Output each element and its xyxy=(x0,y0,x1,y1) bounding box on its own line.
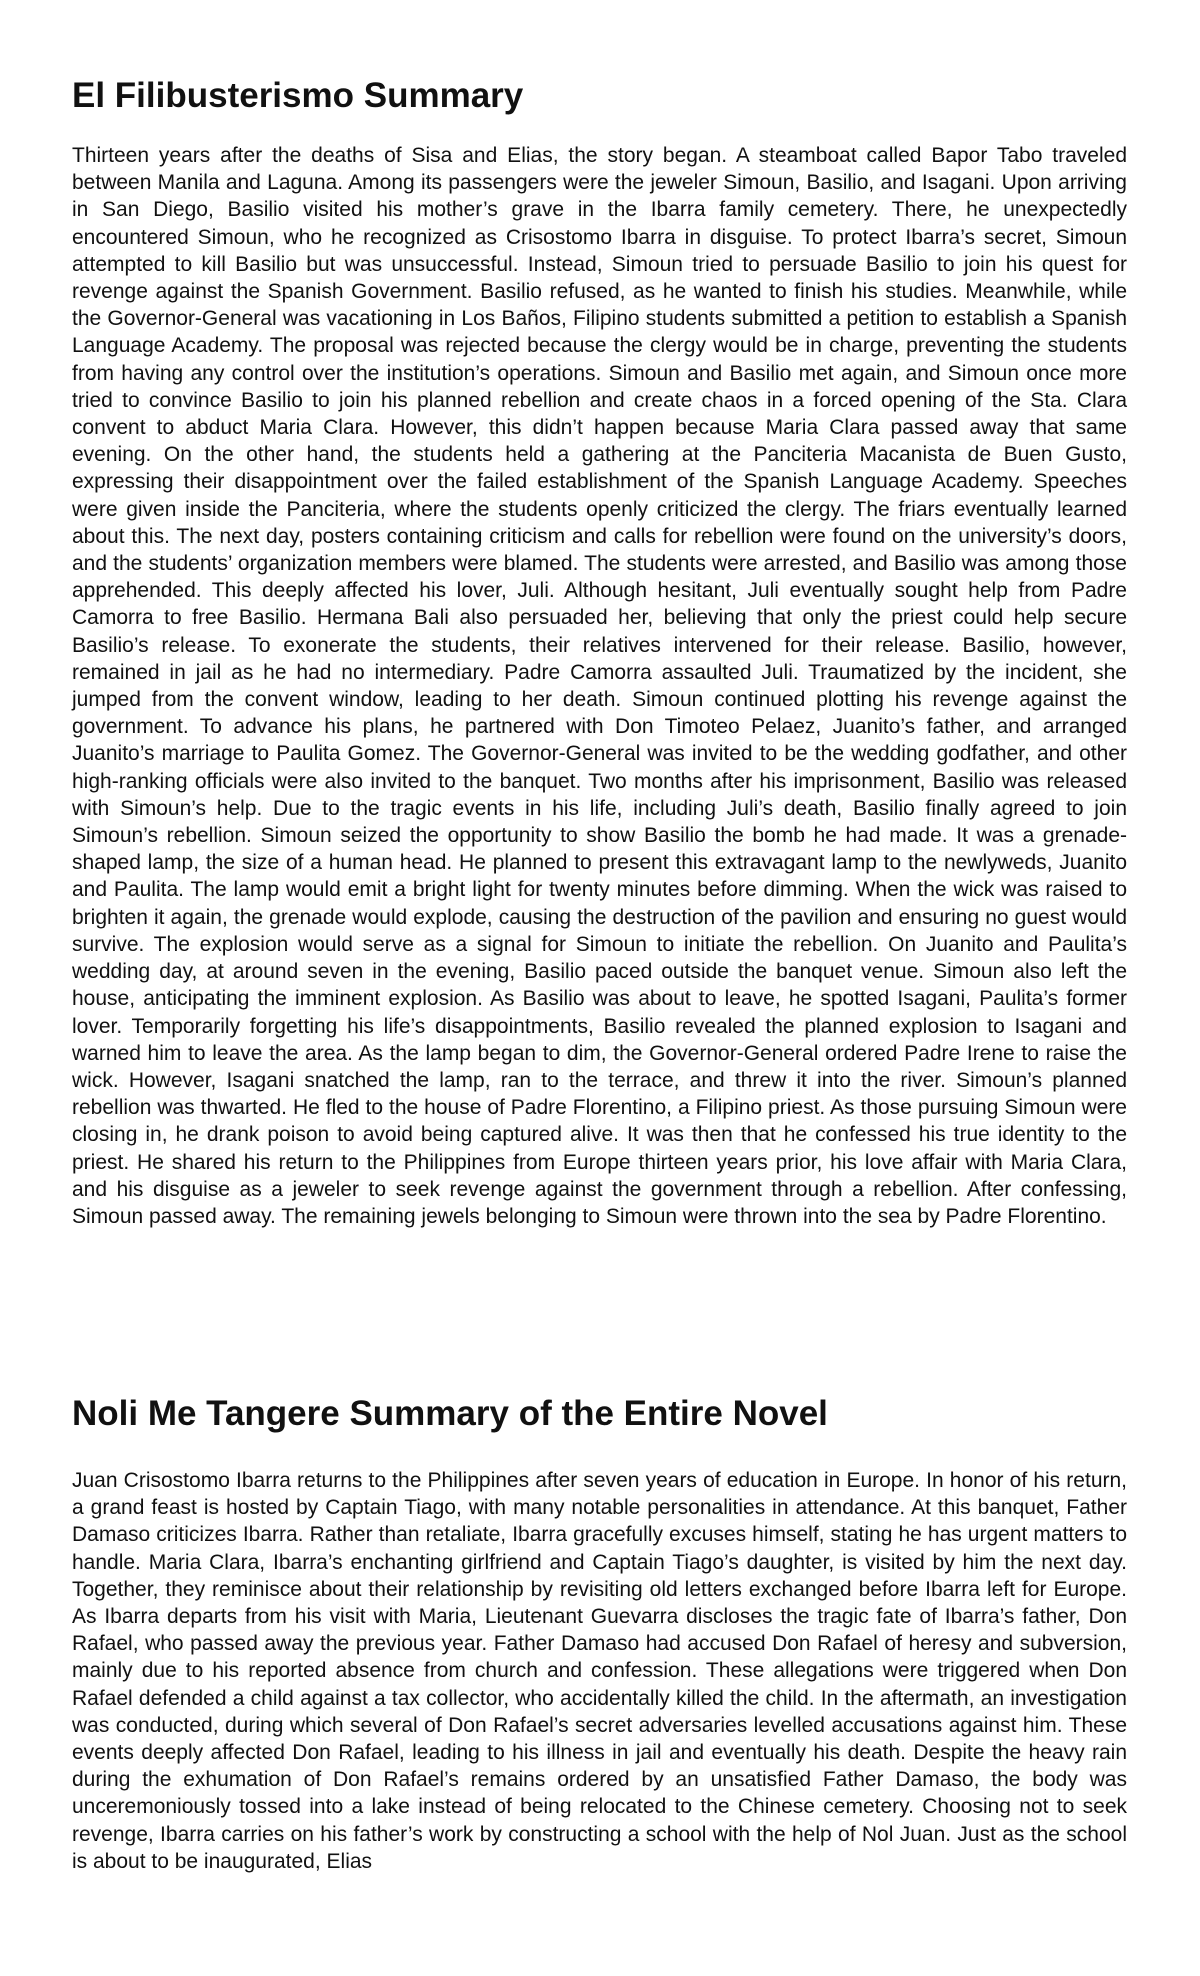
section-body-el-filibusterismo: Thirteen years after the deaths of Sisa and Elias, the story began. A steamboat called Bapor Tabo traveled between Manila and Laguna. Among its passengers were the jeweler Simoun, Basilio, and Isagani. Upon arriving in San Diego, Basilio visited his mother’s grave in the Ibarra family cemetery. There, he unexpectedly encountered Simoun, who he recognized as Crisostomo Ibarra in disguise. To protect Ibarra’s secret, Simoun attempted to kill Basilio but was unsuccessful. Instead, Simoun tried to persuade Basilio to join his quest for revenge against the Spanish Government. Basilio refused, as he wanted to finish his studies. Meanwhile, while the Governor-General was vacationing in Los Baños, Filipino students submitted a petition to establish a Spanish Language Academy. The proposal was rejected because the clergy would be in charge, preventing the students from having any control over the institution’s operations. Simoun and Basilio met again, and Simoun once more tried to convince Basilio to join his planned rebellion and create chaos in a forced opening of the Sta. Clara convent to abduct Maria Clara. However, this didn’t happen because Maria Clara passed away that same evening. On the other hand, the students held a gathering at the Panciteria Macanista de Buen Gusto, expressing their disappointment over the failed establishment of the Spanish Language Academy. Speeches were given inside the Panciteria, where the students openly criticized the clergy. The friars eventually learned about this. The next day, posters containing criticism and calls for rebellion were found on the university’s doors, and the students’ organization members were blamed. The students were arrested, and Basilio was among those apprehended. This deeply affected his lover, Juli. Although hesitant, Juli eventually sought help from Padre Camorra to free Basilio. Hermana Bali also persuaded her, believing that only the priest could help secure Basilio’s release. To exonerate the students, their relatives intervened for their release. Basilio, however, remained in jail as he had no intermediary. Padre Camorra assaulted Juli. Traumatized by the incident, she jumped from the convent window, leading to her death. Simoun continued plotting his revenge against the government. To advance his plans, he partnered with Don Timoteo Pelaez, Juanito’s father, and arranged Juanito’s marriage to Paulita Gomez. The Governor-General was invited to be the wedding godfather, and other high-ranking officials were also invited to the banquet. Two months after his imprisonment, Basilio was released with Simoun’s help. Due to the tragic events in his life, including Juli’s death, Basilio finally agreed to join Simoun’s rebellion. Simoun seized the opportunity to show Basilio the bomb he had made. It was a grenade-shaped lamp, the size of a human head. He planned to present this extravagant lamp to the newlyweds, Juanito and Paulita. The lamp would emit a bright light for twenty minutes before dimming. When the wick was raised to brighten it again, the grenade would explode, causing the destruction of the pavilion and ensuring no guest would survive. The explosion would serve as a signal for Simoun to initiate the rebellion. On Juanito and Paulita’s wedding day, at around seven in the evening, Basilio paced outside the banquet venue. Simoun also left the house, anticipating the imminent explosion. As Basilio was about to leave, he spotted Isagani, Paulita’s former lover. Temporarily forgetting his life’s disappointments, Basilio revealed the planned explosion to Isagani and warned him to leave the area. As the lamp began to dim, the Governor-General ordered Padre Irene to raise the wick. However, Isagani snatched the lamp, ran to the terrace, and threw it into the river. Simoun’s planned rebellion was thwarted. He fled to the house of Padre Florentino, a Filipino priest. As those pursuing Simoun were closing in, he drank poison to avoid being captured alive. It was then that he confessed his true identity to the priest. He shared his return to the Philippines from Europe thirteen years prior, his love affair with Maria Clara, and his disguise as a jeweler to seek revenge against the government through a rebellion. After confessing, Simoun passed away. The remaining jewels belonging to Simoun were thrown into the sea by Padre Florentino. xyxy=(72,144,1127,1228)
section-title-noli-me-tangere: Noli Me Tangere Summary of the Entire Novel xyxy=(72,1394,828,1433)
section-title-el-filibusterismo: El Filibusterismo Summary xyxy=(72,76,524,115)
section-body-noli-me-tangere: Juan Crisostomo Ibarra returns to the Philippines after seven years of education in Europe. In honor of his return, a grand feast is hosted by Captain Tiago, with many notable personalities in attendance. At this banquet, Father Damaso criticizes Ibarra. Rather than retaliate, Ibarra gracefully excuses himself, stating he has urgent matters to handle. Maria Clara, Ibarra’s enchanting girlfriend and Captain Tiago’s daughter, is visited by him the next day. Together, they reminisce about their relationship by revisiting old letters exchanged before Ibarra left for Europe. As Ibarra departs from his visit with Maria, Lieutenant Guevarra discloses the tragic fate of Ibarra’s father, Don Rafael, who passed away the previous year. Father Damaso had accused Don Rafael of heresy and subversion, mainly due to his reported absence from church and confession. These allegations were triggered when Don Rafael defended a child against a tax collector, who accidentally killed the child. In the aftermath, an investigation was conducted, during which several of Don Rafael’s secret adversaries levelled accusations against him. These events deeply affected Don Rafael, leading to his illness in jail and eventually his death. Despite the heavy rain during the exhumation of Don Rafael’s remains ordered by an unsatisfied Father Damaso, the body was unceremoniously tossed into a lake instead of being relocated to the Chinese cemetery. Choosing not to seek revenge, Ibarra carries on his father’s work by constructing a school with the help of Nol Juan. Just as the school is about to be inaugurated, Elias xyxy=(72,1469,1127,1873)
